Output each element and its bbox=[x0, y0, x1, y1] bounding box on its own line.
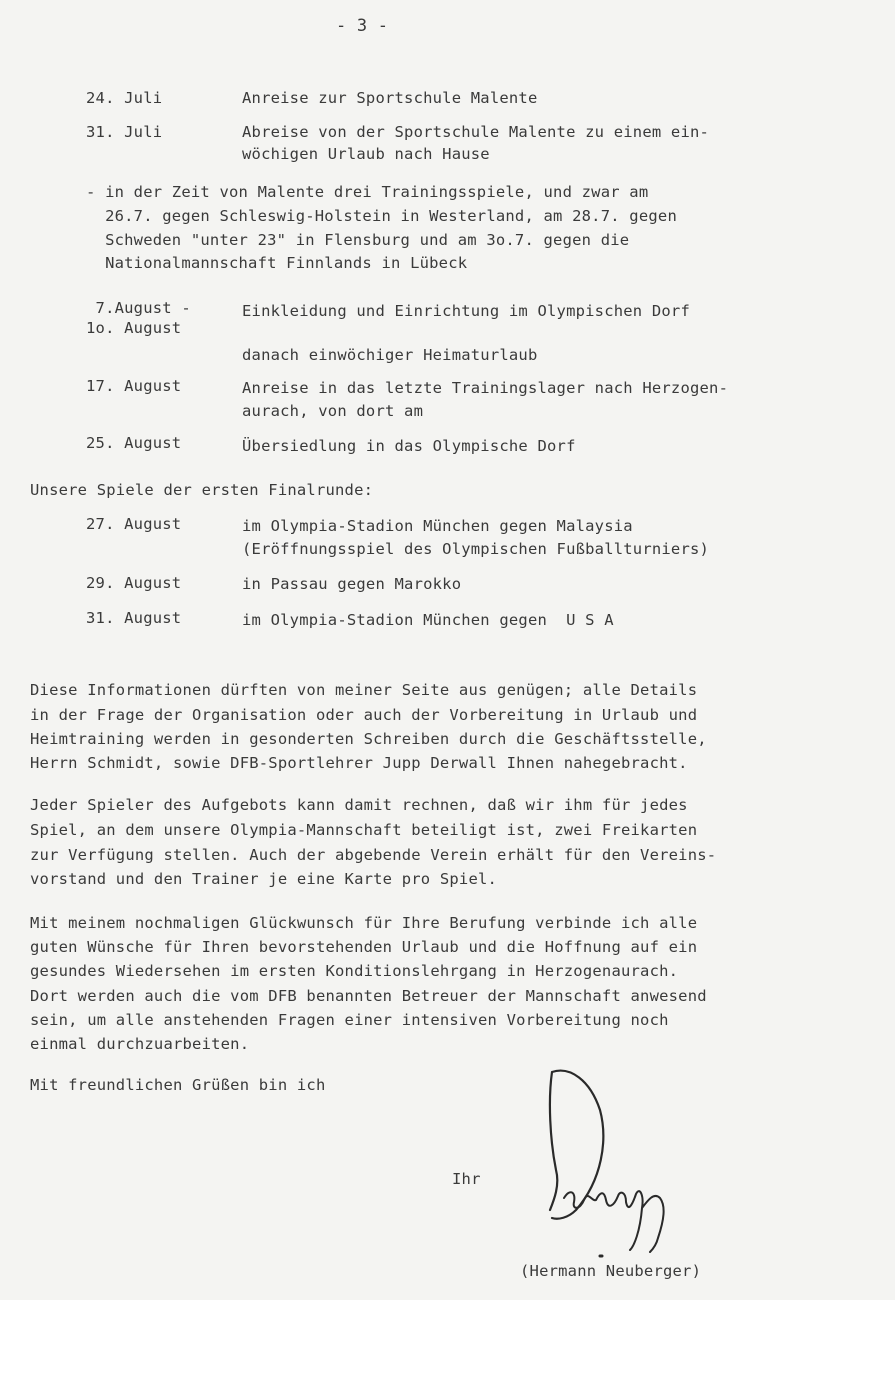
page-number: - 3 - bbox=[336, 16, 389, 36]
schedule-description: aurach, von dort am bbox=[242, 402, 424, 420]
paragraph-line: vorstand und den Trainer je eine Karte pro Spiel. bbox=[30, 870, 498, 888]
training-note-line: 26.7. gegen Schleswig-Holstein in Westerland, am 28.7. gegen bbox=[86, 207, 677, 225]
paragraph-line: Mit meinem nochmaligen Glückwunsch für Ihre Berufung verbinde ich alle bbox=[30, 914, 698, 932]
bottom-margin bbox=[0, 1300, 895, 1390]
finals-heading: Unsere Spiele der ersten Finalrunde: bbox=[30, 481, 374, 499]
match-description: im Olympia-Stadion München gegen Malaysia bbox=[242, 517, 633, 535]
paragraph-line: in der Frage der Organisation oder auch der Vorbereitung in Urlaub und bbox=[30, 706, 698, 724]
match-date: 29. August bbox=[86, 574, 182, 592]
training-note-line: Nationalmannschaft Finnlands in Lübeck bbox=[86, 254, 468, 272]
schedule-date: 17. August bbox=[86, 377, 182, 395]
training-note-line: - in der Zeit von Malente drei Trainingsspiele, und zwar am bbox=[86, 183, 649, 201]
paragraph-line: gesundes Wiedersehen im ersten Konditionslehrgang in Herzogenaurach. bbox=[30, 962, 679, 980]
paragraph-line: Dort werden auch die vom DFB benannten Betreuer der Mannschaft anwesend bbox=[30, 987, 707, 1005]
schedule-description: Anreise in das letzte Trainingslager nach Herzogen- bbox=[242, 379, 729, 397]
closing-ihr: Ihr bbox=[452, 1170, 481, 1188]
paragraph-line: Jeder Spieler des Aufgebots kann damit rechnen, daß wir ihm für jedes bbox=[30, 796, 688, 814]
schedule-date: 7.August - bbox=[86, 299, 191, 317]
schedule-description: wöchigen Urlaub nach Hause bbox=[242, 145, 490, 163]
paragraph-line: zur Verfügung stellen. Auch der abgebende Verein erhält für den Vereins- bbox=[30, 846, 717, 864]
signatory-name: (Hermann Neuberger) bbox=[520, 1262, 702, 1280]
schedule-date: 24. Juli bbox=[86, 89, 163, 107]
schedule-date: 31. Juli bbox=[86, 123, 163, 141]
match-description: im Olympia-Stadion München gegen U S A bbox=[242, 611, 614, 629]
paragraph-line: Spiel, an dem unsere Olympia-Mannschaft beteiligt ist, zwei Freikarten bbox=[30, 821, 698, 839]
schedule-description: Anreise zur Sportschule Malente bbox=[242, 89, 538, 107]
schedule-date: 25. August bbox=[86, 434, 182, 452]
schedule-description: danach einwöchiger Heimaturlaub bbox=[242, 346, 538, 364]
handwritten-signature bbox=[530, 1060, 750, 1260]
match-date: 31. August bbox=[86, 609, 182, 627]
training-note-line: Schweden "unter 23" in Flensburg und am 3o.7. gegen die bbox=[86, 231, 630, 249]
match-description: (Eröffnungsspiel des Olympischen Fußballturniers) bbox=[242, 540, 710, 558]
closing-line: Mit freundlichen Grüßen bin ich bbox=[30, 1076, 326, 1094]
schedule-description: Einkleidung und Einrichtung im Olympischen Dorf bbox=[242, 302, 690, 320]
schedule-description: Abreise von der Sportschule Malente zu einem ein- bbox=[242, 123, 710, 141]
paragraph-line: Heimtraining werden in gesonderten Schreiben durch die Geschäftsstelle, bbox=[30, 730, 707, 748]
match-description: in Passau gegen Marokko bbox=[242, 575, 462, 593]
paragraph-line: einmal durchzuarbeiten. bbox=[30, 1035, 250, 1053]
paragraph-line: Diese Informationen dürften von meiner Seite aus genügen; alle Details bbox=[30, 681, 698, 699]
schedule-description: Übersiedlung in das Olympische Dorf bbox=[242, 437, 576, 455]
schedule-date: 1o. August bbox=[86, 319, 182, 337]
paragraph-line: sein, um alle anstehenden Fragen einer intensiven Vorbereitung noch bbox=[30, 1011, 669, 1029]
paragraph-line: Herrn Schmidt, sowie DFB-Sportlehrer Jupp Derwall Ihnen nahegebracht. bbox=[30, 754, 688, 772]
match-date: 27. August bbox=[86, 515, 182, 533]
paragraph-line: guten Wünsche für Ihren bevorstehenden Urlaub und die Hoffnung auf ein bbox=[30, 938, 698, 956]
